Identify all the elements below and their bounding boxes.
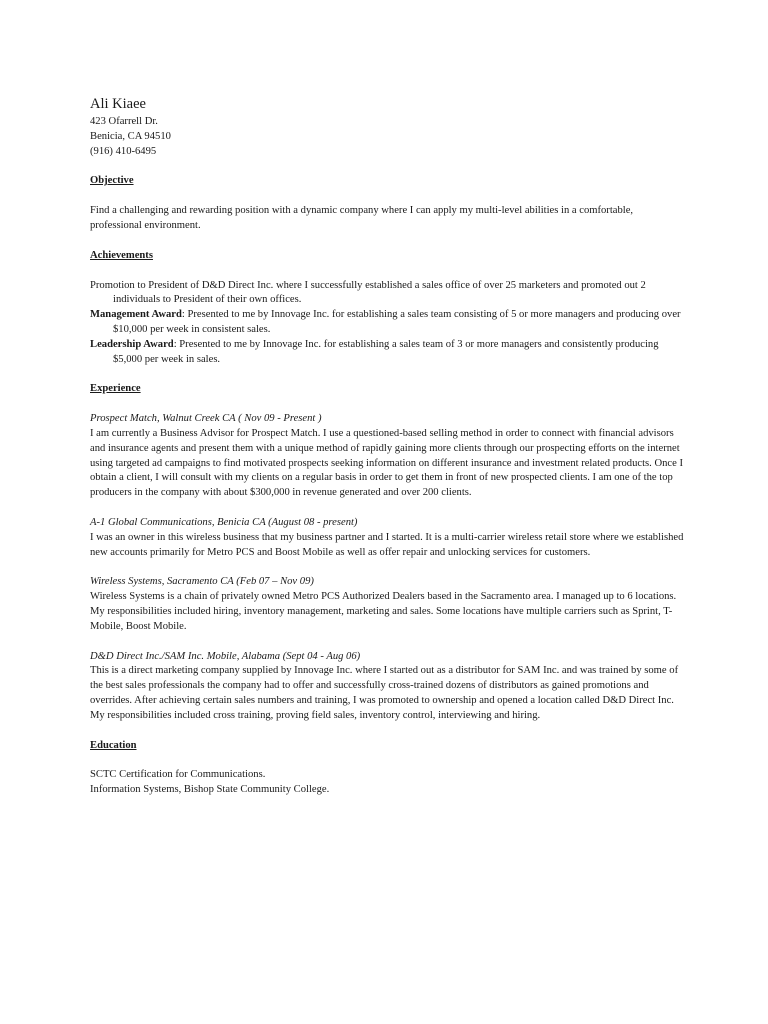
achievement-text: : Presented to me by Innovage Inc. for establishing a sales team consisting of 5 or more managers and producing over $10,000 per week in consistent sales. [113, 309, 681, 335]
achievement-text: Promotion to President of D&D Direct Inc. where I successfully established a sales office of over 25 marketers and promoted out 2 individuals to President of their own offices. [90, 279, 646, 306]
job-description: This is a direct marketing company supplied by Innovage Inc. where I started out as a distributor for SAM Inc. and was trained by some of the best sales professionals the company had to offer and successfully cross-trained dozens of distributors as gained promotions and overrides. After achieving certain sales numbers and training, I was promoted to ownership and opened a location called D&D Direct Inc. My responsibilities included cross training, proving field sales, inventory control, interviewing and hiring. [90, 665, 679, 721]
address-line-2: Benicia, CA 94510 [90, 130, 171, 142]
achievements-section [90, 249, 686, 368]
objective-section [90, 174, 686, 233]
objective-heading: Objective [90, 175, 134, 187]
job-title: Wireless Systems, Sacramento CA (Feb 07 – Nov 09) [90, 576, 314, 588]
achievement-item [90, 308, 686, 338]
achievement-item [90, 279, 686, 309]
experience-entry [90, 516, 686, 560]
education-item: Information Systems, Bishop State Community College. [90, 784, 330, 796]
resume-header [90, 95, 686, 159]
education-list [90, 768, 686, 798]
experience-entry [90, 650, 686, 724]
achievement-title: Leadership Award [90, 338, 174, 350]
job-description: I am currently a Business Advisor for Prospect Match. I use a questioned-based selling method in order to connect with financial advisors and insurance agents and present them with a unique method of rapidly gaining more clients through our prospecting efforts on the internet using targeted ad campaigns to find motivated prospects seeking information on different insurance and investment related products. Once I obtain a client, I will consult with my clients on a regular basis in order to get them in front of new prospected clients. I am one of the top producers in the company with about $300,000 in revenue generated and over 200 clients. [90, 427, 683, 499]
experience-section [90, 382, 686, 723]
achievement-title: Management Award [90, 309, 182, 321]
job-description: I was an owner in this wireless business that my business partner and I started. It is a multi-carrier wireless retail store where we established new accounts primarily for Metro PCS and Boost Mobile as well as offer repair and unlocking services for customers. [90, 531, 684, 558]
achievements-heading: Achievements [90, 249, 153, 261]
achievement-item [90, 338, 686, 368]
job-title: A-1 Global Communications, Benicia CA (August 08 - present) [90, 516, 358, 528]
experience-entry [90, 412, 686, 501]
phone-number: (916) 410-6495 [90, 145, 157, 157]
job-title: Prospect Match, Walnut Creek CA ( Nov 09 - Present ) [90, 413, 322, 425]
job-description: Wireless Systems is a chain of privately owned Metro PCS Authorized Dealers based in the Sacramento area. I managed up to 6 locations. My responsibilities included hiring, inventory management, marketing and sales. Some locations have multiple carriers such as Sprint, T-Mobile, Boost Mobile. [90, 591, 677, 632]
education-item: SCTC Certification for Communications. [90, 769, 266, 781]
education-section [90, 739, 686, 798]
achievement-text: : Presented to me by Innovage Inc. for establishing a sales team of 3 or more managers and consistently producing $5,000 per week in sales. [113, 338, 659, 365]
education-heading: Education [90, 739, 137, 751]
objective-text: Find a challenging and rewarding position with a dynamic company where I can apply my multi-level abilities in a comfortable, professional environment. [90, 205, 634, 231]
resume-document [90, 95, 686, 798]
experience-heading: Experience [90, 383, 141, 395]
experience-entry [90, 575, 686, 634]
achievements-list [90, 279, 686, 368]
job-title: D&D Direct Inc./SAM Inc. Mobile, Alabama (Sept 04 - Aug 06) [90, 650, 361, 662]
address-line-1: 423 Ofarrell Dr. [90, 116, 158, 127]
candidate-name: Ali Kiaee [90, 96, 146, 112]
